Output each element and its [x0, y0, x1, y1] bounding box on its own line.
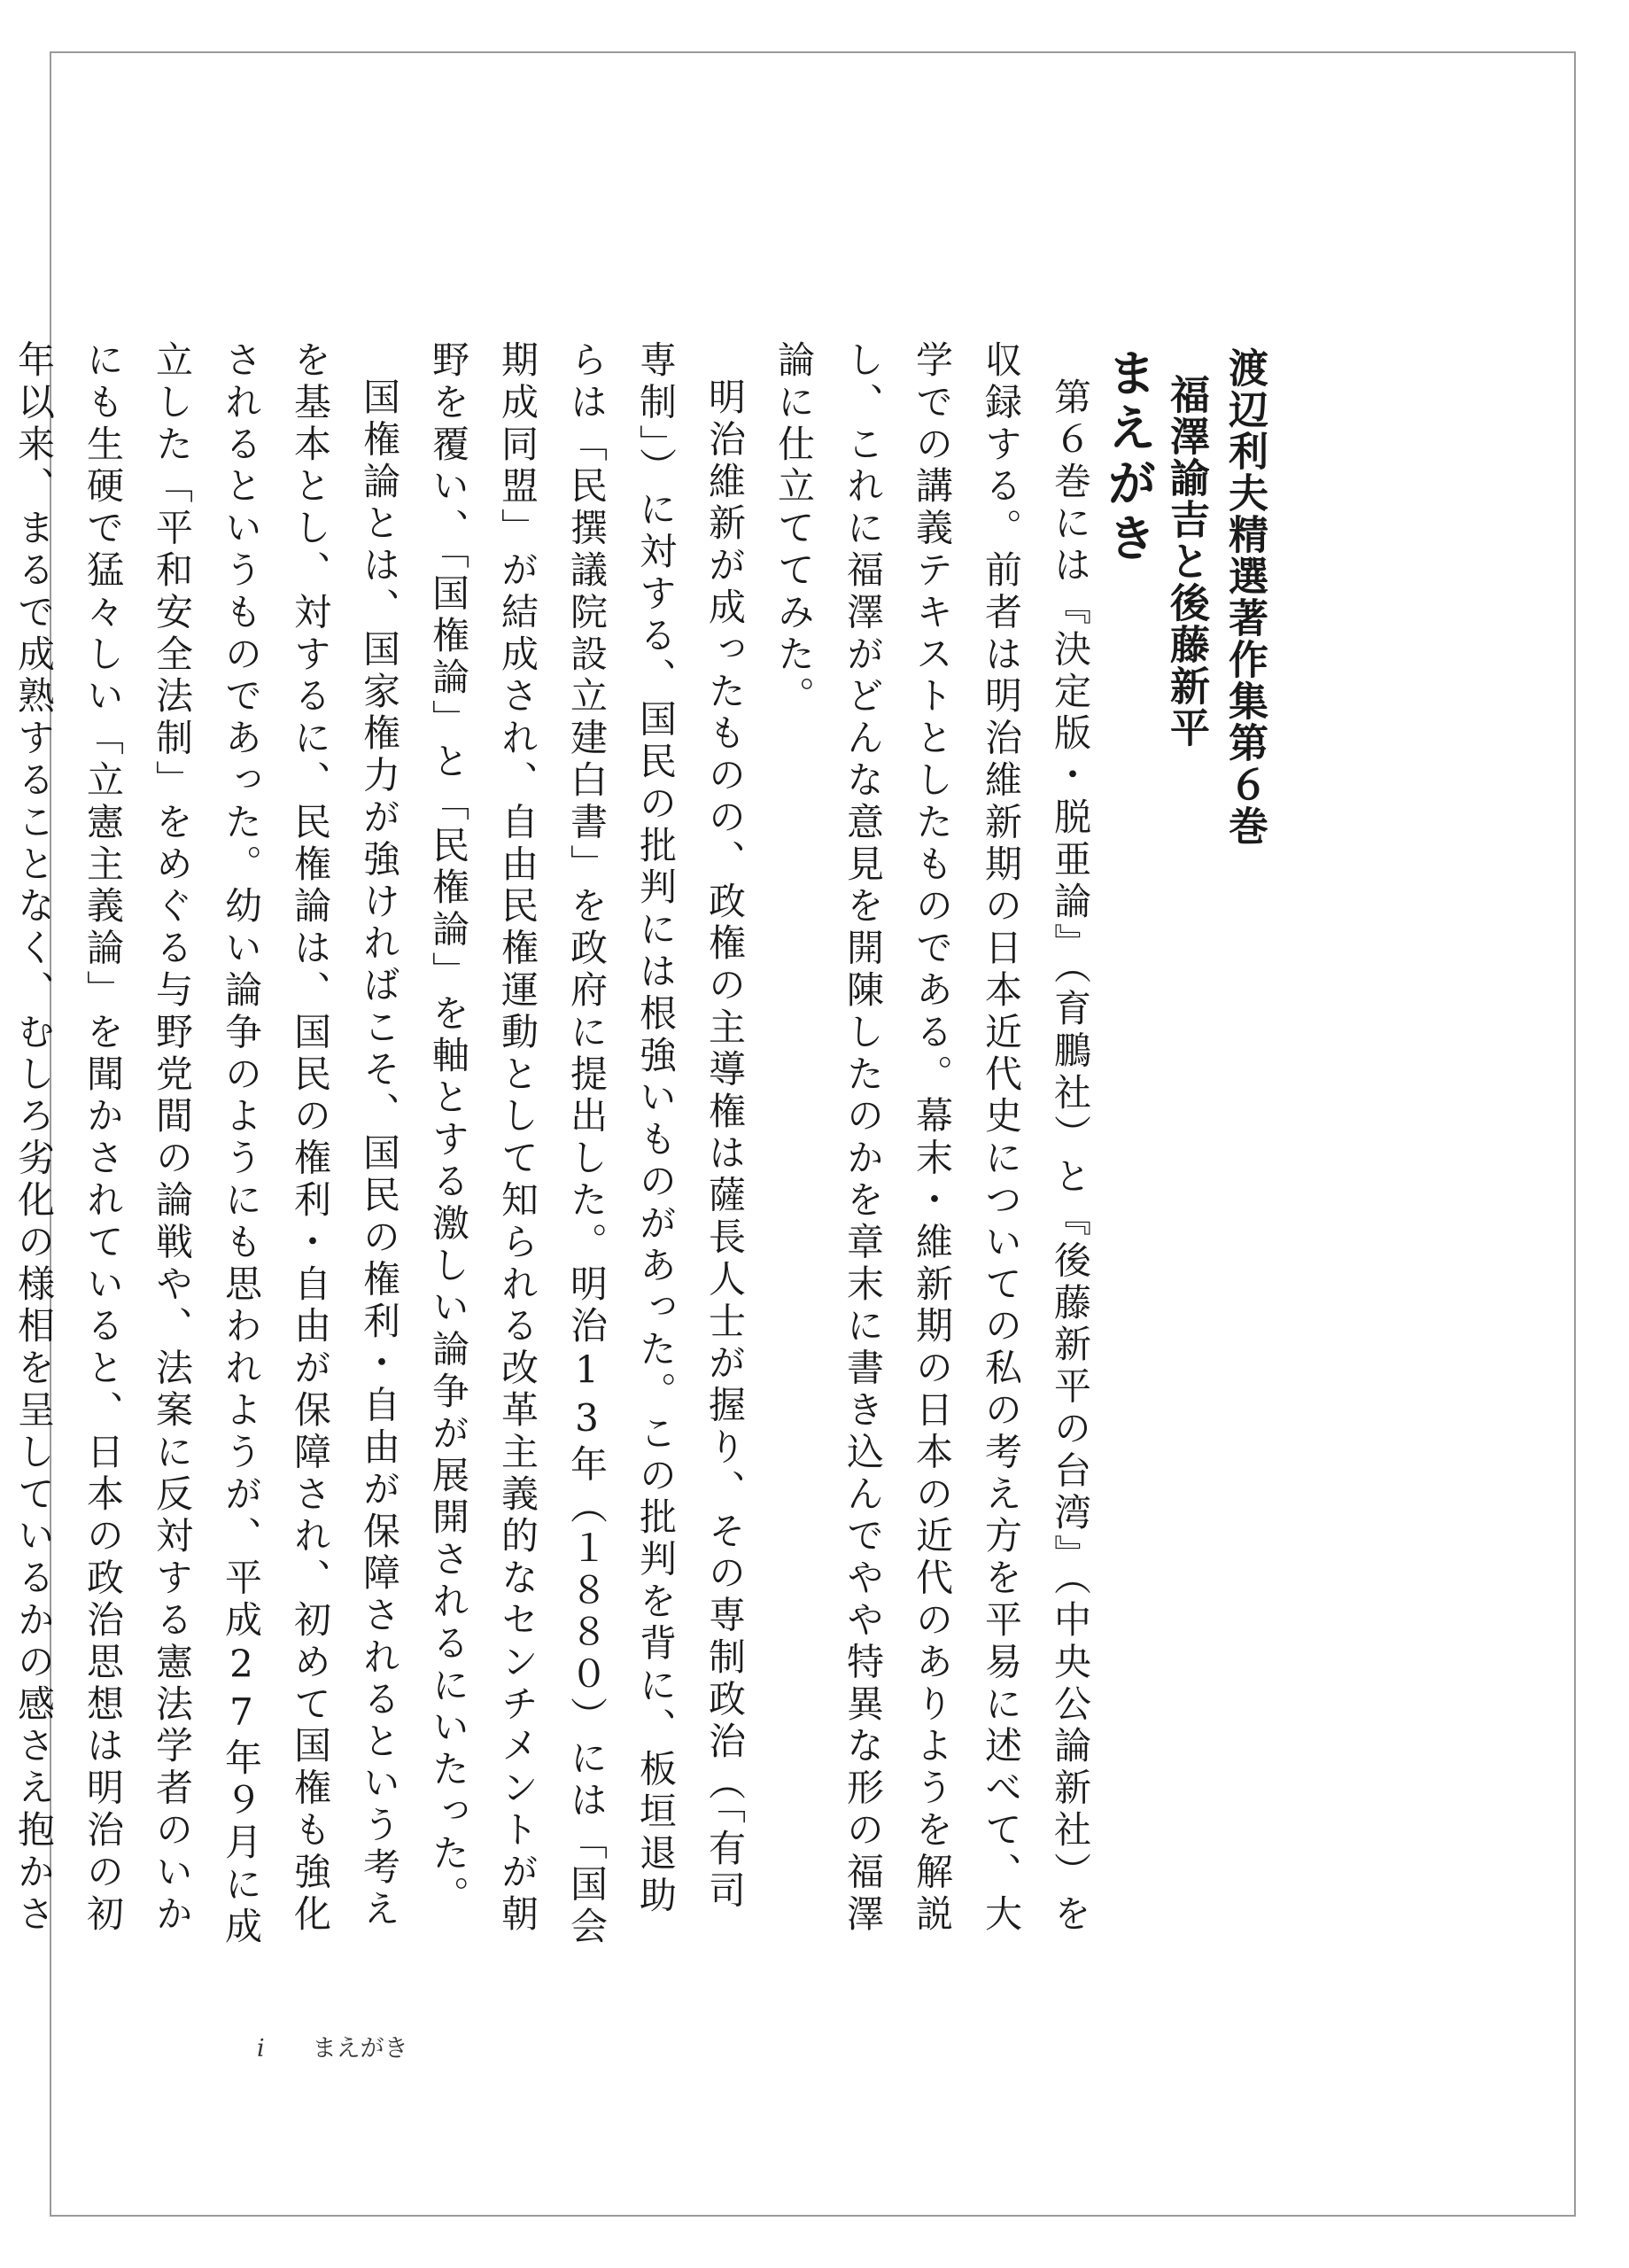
volume-subtitle: 福澤諭吉と後藤新平 [1163, 374, 1210, 749]
page-heading [1099, 347, 1274, 1676]
paragraph-1: 第６巻には『決定版・脱亜論』（育鵬社）と『後藤新平の台湾』（中央公論新社）を収録する。前者は明治維新期の日本近代史についての私の考え方を平易に述べて、大学での講義テキストとしたものである。幕末・維新期の日本の近代のありようを解説し、これに福澤がどんな意見を開陳したのかを章末に書き込んでやや特異な形の福澤論に仕立ててみた。 [772, 340, 1092, 1937]
running-title: まえがき [312, 2035, 408, 2062]
paragraph-2: 明治維新が成ったものの、政権の主導権は薩長人士が握り、その専制政治（「有司専制」）に対する、国民の批判には根強いものがあった。この批判を背に、板垣退助らは「民撰議院設立建白書」を政府に提出した。明治13年（１８８０）には「国会期成同盟」が結成され、自由民権運動として知られる改革主義的なセンチメントが朝野を覆い、「国権論」と「民権論」を軸とする激しい論争が展開されるにいたった。 [427, 340, 747, 1949]
series-title: 渡辺利夫精選著作集第６巻 [1222, 347, 1268, 847]
page-number: i [257, 2035, 265, 2062]
section-title: まえがき [1099, 347, 1157, 567]
paragraph-3: 国権論とは、国家権力が強ければこそ、国民の権利・自由が保障されるという考えを基本とし、対するに、民権論は、国民の権利・自由が保障され、初めて国権も強化されるというものであった。幼い論争のようにも思われようが、平成27年９月に成立した「平和安全法制」をめぐる与野党間の論戦や、法案に反対する憲法学者のいかにも生硬で猛々しい「立憲主義論」を聞かされていると、日本の政治思想は明治の初年以来、まるで成熟することなく、むしろ劣化の様相を呈しているかの感さえ抱かさ [12, 340, 401, 1949]
body-text [12, 340, 1105, 1953]
page-footer [257, 2029, 408, 2063]
